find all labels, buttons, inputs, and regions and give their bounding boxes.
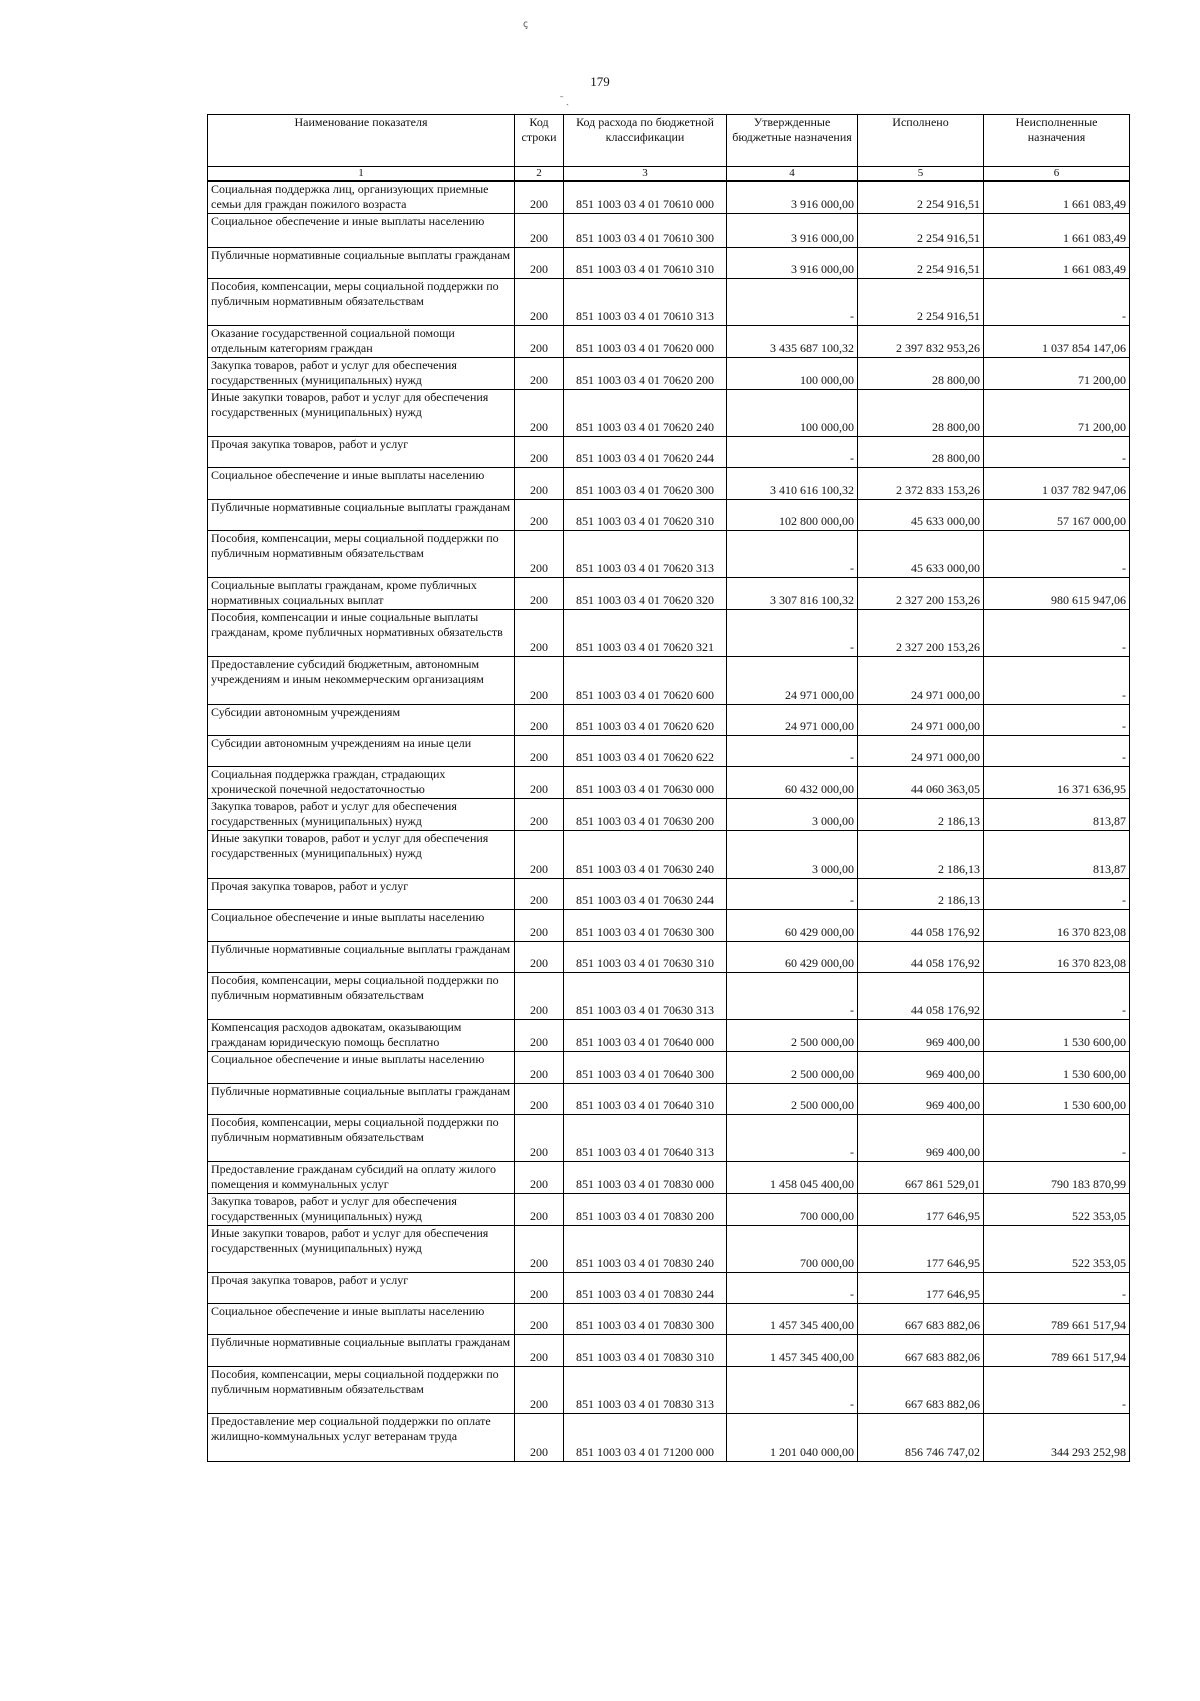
table-row [208, 1162, 1130, 1194]
row-line-code: 200 [515, 942, 564, 973]
row-remaining-amount: - [984, 736, 1130, 767]
col-header-remaining: Неисполненные назначения [984, 115, 1130, 167]
row-classification-code: 851 1003 03 4 01 70640 300 [564, 1052, 727, 1084]
table-row [208, 1335, 1130, 1367]
table-row [208, 799, 1130, 831]
row-name: Закупка товаров, работ и услуг для обеспечения государственных (муниципальных) нужд [208, 799, 515, 831]
row-remaining-amount: 980 615 947,06 [984, 578, 1130, 610]
row-name: Социальные выплаты гражданам, кроме публичных нормативных социальных выплат [208, 578, 515, 610]
row-classification-code: 851 1003 03 4 01 70620 310 [564, 500, 727, 531]
table-row [208, 279, 1130, 326]
table-row [208, 326, 1130, 358]
row-approved-amount: - [727, 1115, 858, 1162]
row-line-code: 200 [515, 831, 564, 879]
row-name: Публичные нормативные социальные выплаты гражданам [208, 1335, 515, 1367]
row-classification-code: 851 1003 03 4 01 70830 000 [564, 1162, 727, 1194]
table-row [208, 500, 1130, 531]
table-row [208, 1084, 1130, 1115]
row-classification-code: 851 1003 03 4 01 70640 000 [564, 1020, 727, 1052]
row-approved-amount: - [727, 973, 858, 1020]
row-line-code: 200 [515, 1020, 564, 1052]
table-row [208, 390, 1130, 437]
row-approved-amount: 100 000,00 [727, 358, 858, 390]
row-approved-amount: 3 916 000,00 [727, 181, 858, 214]
row-executed-amount: 2 327 200 153,26 [858, 578, 984, 610]
row-executed-amount: 969 400,00 [858, 1115, 984, 1162]
row-classification-code: 851 1003 03 4 01 70640 313 [564, 1115, 727, 1162]
row-line-code: 200 [515, 1226, 564, 1273]
col-header-name: Наименование показателя [208, 115, 515, 167]
row-approved-amount: 2 500 000,00 [727, 1052, 858, 1084]
row-executed-amount: 2 254 916,51 [858, 181, 984, 214]
row-remaining-amount: 1 530 600,00 [984, 1084, 1130, 1115]
row-line-code: 200 [515, 1162, 564, 1194]
row-name: Социальное обеспечение и иные выплаты населению [208, 468, 515, 500]
row-remaining-amount: - [984, 1367, 1130, 1414]
row-approved-amount: 700 000,00 [727, 1194, 858, 1226]
row-line-code: 200 [515, 910, 564, 942]
row-remaining-amount: 71 200,00 [984, 390, 1130, 437]
table-row [208, 181, 1130, 214]
row-approved-amount: - [727, 1273, 858, 1304]
row-executed-amount: 2 327 200 153,26 [858, 610, 984, 657]
row-name: Социальное обеспечение и иные выплаты населению [208, 1304, 515, 1335]
row-executed-amount: 2 254 916,51 [858, 279, 984, 326]
row-executed-amount: 2 254 916,51 [858, 214, 984, 248]
col-number: 3 [564, 167, 727, 182]
row-remaining-amount: - [984, 705, 1130, 736]
row-approved-amount: 100 000,00 [727, 390, 858, 437]
row-approved-amount: - [727, 1367, 858, 1414]
column-number-row [208, 167, 1130, 182]
table-row [208, 1273, 1130, 1304]
row-executed-amount: 45 633 000,00 [858, 531, 984, 578]
table-row [208, 214, 1130, 248]
row-remaining-amount: 789 661 517,94 [984, 1335, 1130, 1367]
row-executed-amount: 24 971 000,00 [858, 705, 984, 736]
row-line-code: 200 [515, 181, 564, 214]
row-name: Социальное обеспечение и иные выплаты населению [208, 910, 515, 942]
row-approved-amount: - [727, 437, 858, 468]
row-remaining-amount: - [984, 531, 1130, 578]
row-line-code: 200 [515, 610, 564, 657]
table-row [208, 1020, 1130, 1052]
row-executed-amount: 969 400,00 [858, 1052, 984, 1084]
table-row [208, 736, 1130, 767]
col-number: 5 [858, 167, 984, 182]
table-row [208, 1052, 1130, 1084]
table-row [208, 879, 1130, 910]
row-name: Предоставление гражданам субсидий на оплату жилого помещения и коммунальных услуг [208, 1162, 515, 1194]
row-remaining-amount: 522 353,05 [984, 1226, 1130, 1273]
row-classification-code: 851 1003 03 4 01 70620 320 [564, 578, 727, 610]
row-executed-amount: 45 633 000,00 [858, 500, 984, 531]
row-remaining-amount: 813,87 [984, 799, 1130, 831]
row-name: Публичные нормативные социальные выплаты гражданам [208, 1084, 515, 1115]
row-name: Прочая закупка товаров, работ и услуг [208, 437, 515, 468]
row-classification-code: 851 1003 03 4 01 70830 240 [564, 1226, 727, 1273]
row-line-code: 200 [515, 1115, 564, 1162]
row-approved-amount: 1 458 045 400,00 [727, 1162, 858, 1194]
budget-execution-table [207, 114, 1130, 1462]
row-classification-code: 851 1003 03 4 01 70620 300 [564, 468, 727, 500]
col-number: 1 [208, 167, 515, 182]
table-row [208, 1226, 1130, 1273]
row-executed-amount: 177 646,95 [858, 1226, 984, 1273]
row-remaining-amount: 790 183 870,99 [984, 1162, 1130, 1194]
table-row [208, 910, 1130, 942]
table-row [208, 767, 1130, 799]
table-row [208, 705, 1130, 736]
row-line-code: 200 [515, 1335, 564, 1367]
row-line-code: 200 [515, 1273, 564, 1304]
row-remaining-amount: - [984, 657, 1130, 705]
row-name: Пособия, компенсации, меры социальной поддержки по публичным нормативным обязательствам [208, 1115, 515, 1162]
row-classification-code: 851 1003 03 4 01 70620 321 [564, 610, 727, 657]
col-number: 6 [984, 167, 1130, 182]
row-approved-amount: 2 500 000,00 [727, 1020, 858, 1052]
row-line-code: 200 [515, 1194, 564, 1226]
row-line-code: 200 [515, 1052, 564, 1084]
row-approved-amount: - [727, 610, 858, 657]
row-remaining-amount: 1 661 083,49 [984, 214, 1130, 248]
row-name: Социальное обеспечение и иные выплаты населению [208, 214, 515, 248]
row-remaining-amount: 16 370 823,08 [984, 910, 1130, 942]
row-executed-amount: 667 861 529,01 [858, 1162, 984, 1194]
table-row [208, 1115, 1130, 1162]
row-remaining-amount: 1 661 083,49 [984, 248, 1130, 279]
row-executed-amount: 667 683 882,06 [858, 1304, 984, 1335]
table-row [208, 831, 1130, 879]
row-approved-amount: 3 000,00 [727, 831, 858, 879]
row-executed-amount: 177 646,95 [858, 1194, 984, 1226]
row-approved-amount: 1 457 345 400,00 [727, 1335, 858, 1367]
row-line-code: 200 [515, 437, 564, 468]
row-executed-amount: 44 058 176,92 [858, 973, 984, 1020]
table-row [208, 1367, 1130, 1414]
row-line-code: 200 [515, 657, 564, 705]
col-number: 2 [515, 167, 564, 182]
row-classification-code: 851 1003 03 4 01 70620 313 [564, 531, 727, 578]
col-header-line-code: Код строки [515, 115, 564, 167]
table-row [208, 531, 1130, 578]
row-line-code: 200 [515, 1414, 564, 1462]
col-header-approved: Утвержденные бюджетные назначения [727, 115, 858, 167]
row-name: Прочая закупка товаров, работ и услуг [208, 1273, 515, 1304]
row-classification-code: 851 1003 03 4 01 70630 240 [564, 831, 727, 879]
row-classification-code: 851 1003 03 4 01 70640 310 [564, 1084, 727, 1115]
row-classification-code: 851 1003 03 4 01 70620 244 [564, 437, 727, 468]
row-approved-amount: - [727, 279, 858, 326]
row-name: Иные закупки товаров, работ и услуг для обеспечения государственных (муниципальных) нужд [208, 831, 515, 879]
row-name: Публичные нормативные социальные выплаты гражданам [208, 942, 515, 973]
row-name: Прочая закупка товаров, работ и услуг [208, 879, 515, 910]
col-header-classification: Код расхода по бюджетной классификации [564, 115, 727, 167]
row-remaining-amount: 1 037 854 147,06 [984, 326, 1130, 358]
row-classification-code: 851 1003 03 4 01 70620 622 [564, 736, 727, 767]
row-line-code: 200 [515, 1304, 564, 1335]
row-approved-amount: 700 000,00 [727, 1226, 858, 1273]
row-classification-code: 851 1003 03 4 01 70620 240 [564, 390, 727, 437]
row-executed-amount: 44 060 363,05 [858, 767, 984, 799]
row-classification-code: 851 1003 03 4 01 70830 300 [564, 1304, 727, 1335]
row-executed-amount: 2 186,13 [858, 799, 984, 831]
row-approved-amount: 2 500 000,00 [727, 1084, 858, 1115]
row-remaining-amount: 522 353,05 [984, 1194, 1130, 1226]
row-approved-amount: 3 410 616 100,32 [727, 468, 858, 500]
row-executed-amount: 969 400,00 [858, 1020, 984, 1052]
row-approved-amount: 3 916 000,00 [727, 248, 858, 279]
row-classification-code: 851 1003 03 4 01 70630 200 [564, 799, 727, 831]
row-classification-code: 851 1003 03 4 01 70630 310 [564, 942, 727, 973]
row-line-code: 200 [515, 799, 564, 831]
row-approved-amount: - [727, 531, 858, 578]
row-line-code: 200 [515, 326, 564, 358]
row-classification-code: 851 1003 03 4 01 70830 200 [564, 1194, 727, 1226]
header-row [208, 115, 1130, 167]
row-executed-amount: 24 971 000,00 [858, 736, 984, 767]
table-row [208, 1414, 1130, 1462]
row-executed-amount: 2 254 916,51 [858, 248, 984, 279]
row-remaining-amount: - [984, 610, 1130, 657]
row-line-code: 200 [515, 1084, 564, 1115]
table-row [208, 942, 1130, 973]
table-row [208, 610, 1130, 657]
row-classification-code: 851 1003 03 4 01 70830 244 [564, 1273, 727, 1304]
row-executed-amount: 2 186,13 [858, 879, 984, 910]
row-approved-amount: 3 916 000,00 [727, 214, 858, 248]
table-row [208, 248, 1130, 279]
row-approved-amount: 60 429 000,00 [727, 910, 858, 942]
page-number: 179 [590, 74, 610, 89]
row-classification-code: 851 1003 03 4 01 70620 000 [564, 326, 727, 358]
row-line-code: 200 [515, 705, 564, 736]
row-name: Предоставление мер социальной поддержки по оплате жилищно-коммунальных услуг ветеранам труда [208, 1414, 515, 1462]
row-approved-amount: 3 000,00 [727, 799, 858, 831]
row-classification-code: 851 1003 03 4 01 70610 313 [564, 279, 727, 326]
row-line-code: 200 [515, 468, 564, 500]
row-executed-amount: 177 646,95 [858, 1273, 984, 1304]
row-classification-code: 851 1003 03 4 01 70630 244 [564, 879, 727, 910]
table-row [208, 437, 1130, 468]
row-executed-amount: 28 800,00 [858, 437, 984, 468]
table-row [208, 358, 1130, 390]
row-remaining-amount: 789 661 517,94 [984, 1304, 1130, 1335]
row-approved-amount: 24 971 000,00 [727, 657, 858, 705]
row-remaining-amount: 57 167 000,00 [984, 500, 1130, 531]
row-line-code: 200 [515, 767, 564, 799]
row-approved-amount: 60 432 000,00 [727, 767, 858, 799]
row-classification-code: 851 1003 03 4 01 70620 600 [564, 657, 727, 705]
row-remaining-amount: 1 530 600,00 [984, 1020, 1130, 1052]
row-executed-amount: 2 397 832 953,26 [858, 326, 984, 358]
row-remaining-amount: 16 370 823,08 [984, 942, 1130, 973]
row-classification-code: 851 1003 03 4 01 70610 310 [564, 248, 727, 279]
table-row [208, 1194, 1130, 1226]
row-approved-amount: 24 971 000,00 [727, 705, 858, 736]
row-approved-amount: 102 800 000,00 [727, 500, 858, 531]
row-classification-code: 851 1003 03 4 01 70830 310 [564, 1335, 727, 1367]
table-body [208, 181, 1130, 1462]
row-line-code: 200 [515, 358, 564, 390]
row-remaining-amount: 16 371 636,95 [984, 767, 1130, 799]
row-line-code: 200 [515, 500, 564, 531]
row-approved-amount: 3 435 687 100,32 [727, 326, 858, 358]
row-name: Социальная поддержка граждан, страдающих хронической почечной недостаточностью [208, 767, 515, 799]
row-approved-amount: 1 457 345 400,00 [727, 1304, 858, 1335]
row-remaining-amount: - [984, 437, 1130, 468]
row-executed-amount: 28 800,00 [858, 358, 984, 390]
row-classification-code: 851 1003 03 4 01 70620 620 [564, 705, 727, 736]
row-classification-code: 851 1003 03 4 01 71200 000 [564, 1414, 727, 1462]
row-name: Пособия, компенсации, меры социальной поддержки по публичным нормативным обязательствам [208, 973, 515, 1020]
row-classification-code: 851 1003 03 4 01 70630 313 [564, 973, 727, 1020]
row-line-code: 200 [515, 736, 564, 767]
row-approved-amount: 3 307 816 100,32 [727, 578, 858, 610]
row-line-code: 200 [515, 879, 564, 910]
row-executed-amount: 969 400,00 [858, 1084, 984, 1115]
row-name: Социальное обеспечение и иные выплаты населению [208, 1052, 515, 1084]
row-line-code: 200 [515, 214, 564, 248]
row-line-code: 200 [515, 390, 564, 437]
row-name: Иные закупки товаров, работ и услуг для обеспечения государственных (муниципальных) нужд [208, 390, 515, 437]
row-line-code: 200 [515, 973, 564, 1020]
row-name: Публичные нормативные социальные выплаты гражданам [208, 248, 515, 279]
row-classification-code: 851 1003 03 4 01 70610 000 [564, 181, 727, 214]
row-line-code: 200 [515, 248, 564, 279]
row-line-code: 200 [515, 279, 564, 326]
table-row [208, 468, 1130, 500]
row-name: Субсидии автономным учреждениям на иные цели [208, 736, 515, 767]
row-remaining-amount: 1 037 782 947,06 [984, 468, 1130, 500]
col-number: 4 [727, 167, 858, 182]
row-remaining-amount: - [984, 973, 1130, 1020]
scan-mark: ˉ ˎ [560, 95, 570, 106]
row-classification-code: 851 1003 03 4 01 70630 000 [564, 767, 727, 799]
row-executed-amount: 2 186,13 [858, 831, 984, 879]
row-remaining-amount: 1 661 083,49 [984, 181, 1130, 214]
row-name: Социальная поддержка лиц, организующих приемные семьи для граждан пожилого возраста [208, 181, 515, 214]
table-row [208, 973, 1130, 1020]
row-name: Закупка товаров, работ и услуг для обеспечения государственных (муниципальных) нужд [208, 358, 515, 390]
row-line-code: 200 [515, 578, 564, 610]
row-classification-code: 851 1003 03 4 01 70610 300 [564, 214, 727, 248]
row-name: Пособия, компенсации и иные социальные выплаты гражданам, кроме публичных нормативных обязательств [208, 610, 515, 657]
row-name: Закупка товаров, работ и услуг для обеспечения государственных (муниципальных) нужд [208, 1194, 515, 1226]
row-executed-amount: 24 971 000,00 [858, 657, 984, 705]
row-name: Субсидии автономным учреждениям [208, 705, 515, 736]
row-executed-amount: 856 746 747,02 [858, 1414, 984, 1462]
row-line-code: 200 [515, 531, 564, 578]
row-name: Пособия, компенсации, меры социальной поддержки по публичным нормативным обязательствам [208, 279, 515, 326]
row-name: Предоставление субсидий бюджетным, автономным учреждениям и иным некоммерческим организациям [208, 657, 515, 705]
row-approved-amount: 60 429 000,00 [727, 942, 858, 973]
row-line-code: 200 [515, 1367, 564, 1414]
row-remaining-amount: 813,87 [984, 831, 1130, 879]
row-classification-code: 851 1003 03 4 01 70620 200 [564, 358, 727, 390]
row-name: Пособия, компенсации, меры социальной поддержки по публичным нормативным обязательствам [208, 1367, 515, 1414]
row-name: Пособия, компенсации, меры социальной поддержки по публичным нормативным обязательствам [208, 531, 515, 578]
row-executed-amount: 2 372 833 153,26 [858, 468, 984, 500]
row-remaining-amount: - [984, 1115, 1130, 1162]
row-name: Иные закупки товаров, работ и услуг для обеспечения государственных (муниципальных) нужд [208, 1226, 515, 1273]
table-row [208, 1304, 1130, 1335]
row-approved-amount: 1 201 040 000,00 [727, 1414, 858, 1462]
row-executed-amount: 667 683 882,06 [858, 1367, 984, 1414]
row-executed-amount: 28 800,00 [858, 390, 984, 437]
row-remaining-amount: - [984, 1273, 1130, 1304]
row-executed-amount: 667 683 882,06 [858, 1335, 984, 1367]
row-name: Компенсация расходов адвокатам, оказывающим гражданам юридическую помощь бесплатно [208, 1020, 515, 1052]
row-remaining-amount: - [984, 879, 1130, 910]
row-classification-code: 851 1003 03 4 01 70630 300 [564, 910, 727, 942]
row-classification-code: 851 1003 03 4 01 70830 313 [564, 1367, 727, 1414]
row-executed-amount: 44 058 176,92 [858, 942, 984, 973]
col-header-executed: Исполнено [858, 115, 984, 167]
row-name: Публичные нормативные социальные выплаты гражданам [208, 500, 515, 531]
row-remaining-amount: 71 200,00 [984, 358, 1130, 390]
row-approved-amount: - [727, 879, 858, 910]
table-row [208, 578, 1130, 610]
row-executed-amount: 44 058 176,92 [858, 910, 984, 942]
row-remaining-amount: 1 530 600,00 [984, 1052, 1130, 1084]
scan-mark: ꞔ [523, 19, 528, 30]
row-name: Оказание государственной социальной помощи отдельным категориям граждан [208, 326, 515, 358]
row-remaining-amount: 344 293 252,98 [984, 1414, 1130, 1462]
row-approved-amount: - [727, 736, 858, 767]
row-remaining-amount: - [984, 279, 1130, 326]
table-row [208, 657, 1130, 705]
